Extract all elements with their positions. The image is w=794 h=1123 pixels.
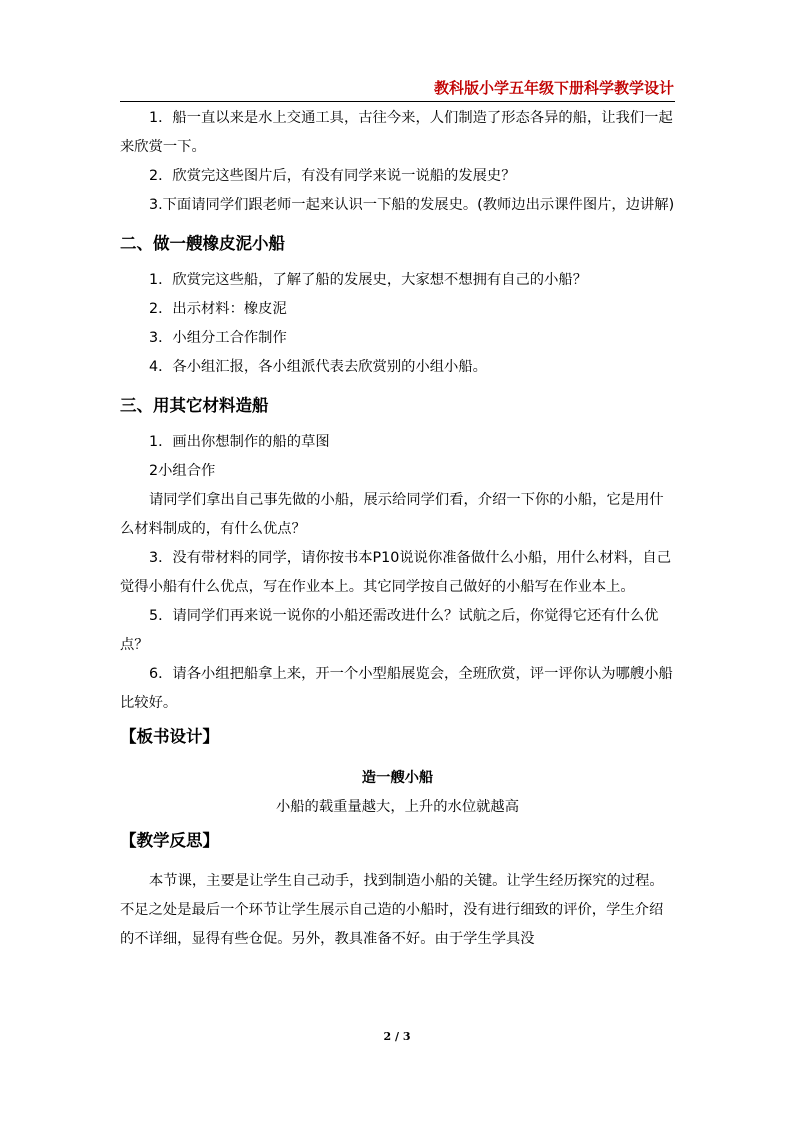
- board-design-heading: 【板书设计】: [120, 727, 219, 746]
- paragraph: 请同学们拿出自己事先做的小船，展示给同学们看，介绍一下你的小船，它是用什么材料制成的，有什么优点？: [120, 492, 664, 537]
- document-header: 教科版小学五年级下册科学教学设计: [433, 79, 674, 97]
- reflection-heading: 【教学反思】: [120, 831, 219, 850]
- section-heading-clay-boat: 二、做一艘橡皮泥小船: [120, 234, 285, 253]
- paragraph: 5．请同学们再来说一说你的小船还需改进什么？试航之后，你觉得它还有什么优点？: [120, 608, 659, 653]
- paragraph: 3.下面请同学们跟老师一起来认识一下船的发展史。(教师边出示课件图片，边讲解): [149, 197, 675, 213]
- list-item: 1．画出你想制作的船的草图: [149, 434, 330, 450]
- header-rule: [120, 101, 675, 102]
- paragraph: 2．欣赏完这些图片后，有没有同学来说一说船的发展史？: [149, 168, 516, 184]
- list-item: 3．小组分工合作制作: [149, 330, 287, 346]
- list-item: 2．出示材料：橡皮泥: [149, 301, 287, 317]
- paragraph: 3．没有带材料的同学，请你按书本P10说说你准备做什么小船，用什么材料，自己觉得小船有什么优点，写在作业本上。其它同学按自己做好的小船写在作业本上。: [120, 550, 671, 595]
- list-item: 4．各小组汇报，各小组派代表去欣赏别的小组小船。: [149, 359, 487, 375]
- list-item: 1．欣赏完这些船，了解了船的发展史，大家想不想拥有自己的小船？: [149, 272, 587, 288]
- board-title: 造一艘小船: [361, 770, 434, 786]
- paragraph: 6．请各小组把船拿上来，开一个小型船展览会，全班欣赏，评一评你认为哪艘小船比较好。: [120, 666, 673, 711]
- document-body: [120, 104, 675, 954]
- paragraph: 1．船一直以来是水上交通工具，古往今来，人们制造了形态各异的船，让我们一起来欣赏一下。: [120, 110, 673, 155]
- list-item: 2小组合作: [149, 463, 216, 479]
- reflection-paragraph: 本节课，主要是让学生自己动手，找到制造小船的关键。让学生经历探究的过程。不足之处是最后一个环节让学生展示自己造的小船时，没有进行细致的评价，学生介绍的不详细，显得有些仓促。另外，教具准备不好。由于学生学具没: [120, 873, 664, 947]
- page-number: 2 / 3: [383, 1030, 411, 1043]
- board-line: 小船的载重量越大，上升的水位就越高: [275, 799, 520, 815]
- section-heading-other-materials: 三、用其它材料造船: [120, 396, 269, 415]
